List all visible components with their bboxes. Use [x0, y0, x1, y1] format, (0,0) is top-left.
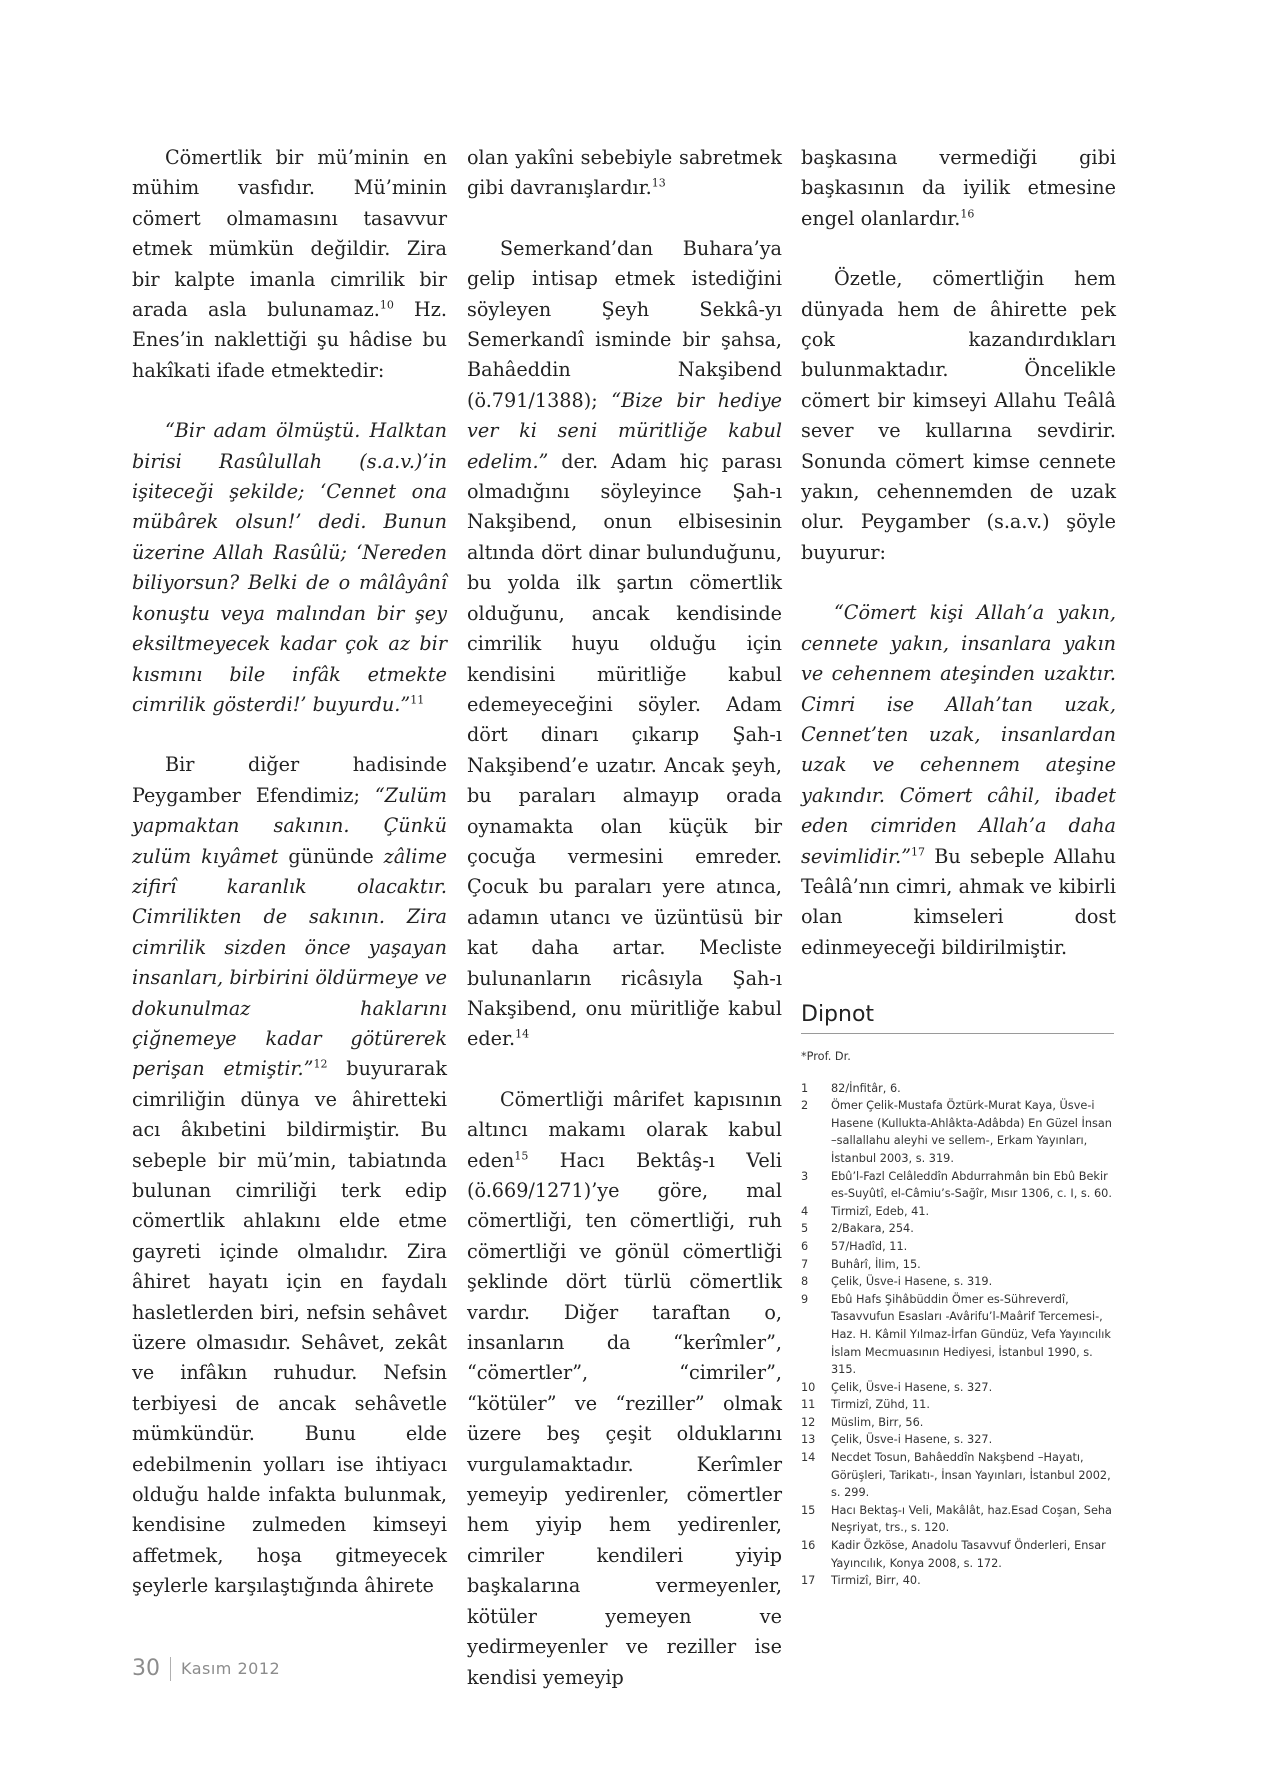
footnotes-list	[801, 1048, 1114, 1590]
page-number: 30	[132, 1656, 160, 1681]
footnote-item	[801, 1168, 1114, 1203]
footnote-ref[interactable]: 11	[410, 693, 425, 707]
footnote-text: 2/Bakara, 254.	[831, 1222, 914, 1236]
footnote-item	[801, 1238, 1114, 1256]
footnote-item	[801, 1080, 1114, 1098]
footnote-text: Hacı Bektaş-ı Veli, Makâlât, haz.Esad Coşan, Seha Neşriyat, trs., s. 120.	[831, 1503, 1112, 1535]
paragraph: Bir diğer hadisinde Peygamber Efendimiz; “Zulüm yapmaktan sakının. Çünkü zulüm kıyâmet gününde zâlime zifirî karanlık olacaktır. Cimrilikten de sakının. Zira cimrilik sizden önce yaşayan insanları, birbirini öldürmeye ve dokunulmaz haklarını çiğnemeye kadar götürerek perişan etmiştir.”$^{12}$ buyurarak cimriliğin dünya ve âhiretteki acı âkıbetini bildirmiştir. Bu sebeple bir mü’min, tabiatında bulunan cimriliği terk edip cömertlik ahlakını elde etme gayreti içinde olmalıdır. Zira âhiret hayatı için en faydalı hasletlerden biri, nefsin sehâvet üzere olmasıdır. Sehâvet, zekât ve infâkın ruhudur. Nefsin terbiyesi de ancak sehâvetle mümkündür. Bunu elde edebilmenin yolları ise ihtiyacı olduğu halde infakta bulunmak, kendisine zulmeden kimseyi affetmek, hoşa gitmeyecek şeylerle karşılaştığında âhirete	[132, 753, 447, 1598]
footnote-ref[interactable]: 14	[515, 1027, 530, 1041]
column-1	[132, 143, 447, 1602]
footnote-text: Ebû Hafs Şihâbüddin Ömer es-Sühreverdî, Tasavvufun Esasları -Avârifu’l-Maârif Tercemesi-, Haz. H. Kâmil Yılmaz-İrfan Gündüz, Vefa Yayıncılık İslam Mecmuasının Hediyesi, İstanbul 1990, s. 315.	[831, 1292, 1111, 1377]
footnote-item	[801, 1203, 1114, 1221]
footnote-number: 12	[801, 1415, 816, 1429]
issue-date: Kasım 2012	[181, 1659, 281, 1678]
author-note: *Prof. Dr.	[801, 1050, 851, 1063]
footnote-text: Buhârî, İlim, 15.	[831, 1257, 921, 1271]
footnote-number: 10	[801, 1380, 816, 1394]
footnote-number: 2	[801, 1099, 809, 1113]
column-2	[467, 143, 782, 1693]
footnote-item	[801, 1220, 1114, 1238]
footnote-text: Ebû’l-Fazl Celâleddîn Abdurrahmân bin Ebû Bekir es-Suyûtî, el-Câmiu’s-Sağîr, Mısır 1306, c. I, s. 60.	[831, 1169, 1112, 1201]
footnote-item	[801, 1273, 1114, 1291]
footer-divider	[170, 1657, 171, 1681]
paragraph: Semerkand’dan Buhara’ya gelip intisap etmek istediğini söyleyen Şeyh Sekkâ-yı Semerkandî isminde bir şahsa, Bahâeddin Nakşibend (ö.791/1388); “Bize bir hediye ver ki seni müritliğe kabul edelim.” der. Adam hiç parası olmadığını söyleyince Şah-ı Nakşibend, onun elbisesinin altında dört dinar bulunduğunu, bu yolda ilk şartın cömertlik olduğunu, ancak kendisinde cimrilik huyu olduğu için kendisini müritliğe kabul edemeyeceğini söyler. Adam dört dinarı çıkarıp Şah-ı Nakşibend’e uzatır. Ancak şeyh, bu paraları almayıp orada oynamakta olan küçük bir çocuğa vermesini emreder. Çocuk bu paraları yere atınca, adamın utancı ve üzüntüsü bir kat daha artar. Mecliste bulunanların ricâsıyla Şah-ı Nakşibend, onu müritliğe kabul eder.$^{14}$	[467, 236, 782, 1051]
column-3	[801, 143, 1116, 963]
footnote-number: 14	[801, 1451, 816, 1465]
footnote-number: 15	[801, 1503, 816, 1517]
footnote-ref[interactable]: 16	[960, 207, 975, 221]
footnote-text: Çelik, Üsve-i Hasene, s. 327.	[831, 1433, 993, 1447]
footnote-number: 1	[801, 1081, 809, 1095]
footnote-item	[801, 1502, 1114, 1537]
footnote-item	[801, 1449, 1114, 1502]
footnote-text: Müslim, Birr, 56.	[831, 1415, 924, 1429]
footnote-text: Tirmizî, Birr, 40.	[831, 1574, 921, 1588]
footnote-text: Tirmizî, Zühd, 11.	[831, 1398, 930, 1412]
footnote-number: 8	[801, 1275, 809, 1289]
footnote-number: 7	[801, 1257, 809, 1271]
footnote-number: 4	[801, 1204, 809, 1218]
hadith-quote: “Bir adam ölmüştü. Halktan birisi Rasûlullah (s.a.v.)’in işiteceği şekilde; ‘Cennet ona mübârek olsun!’ dedi. Bunun üzerine Allah Rasûlü; ‘Nereden biliyorsun? Belki de o mâlâyânî konuştu veya malından bir şey eksiltmeyecek kadar çok az bir kısmını bile infâk etmekte cimrilik gösterdi!’ buyurdu.”$^{11}$	[132, 419, 447, 716]
footnote-item	[801, 1431, 1114, 1449]
footnote-ref[interactable]: 12	[313, 1057, 328, 1071]
footnote-item	[801, 1256, 1114, 1274]
footnotes-title: Dipnot	[801, 1002, 1114, 1034]
footnote-text: 82/İnfitâr, 6.	[831, 1081, 901, 1095]
paragraph: Özetle, cömertliğin hem dünyada hem de âhirette pek çok kazandırdıkları bulunmaktadır. Öncelikle cömert bir kimseyi Allahu Teâlâ sever ve kullarına sevdirir. Sonunda cömert kimse cennete yakın, cehennemden de uzak olur. Peygamber (s.a.v.) şöyle buyurur:	[801, 267, 1116, 564]
footnote-number: 9	[801, 1292, 809, 1306]
paragraph: başkasına vermediği gibi başkasının da iyilik etmesine engel olanlardır.$^{16}$	[801, 146, 1116, 230]
paragraph: Cömertliği mârifet kapısının altıncı makamı olarak kabul eden$^{15}$ Hacı Bektâş-ı Veli (ö.669/1271)’ye göre, mal cömertliği, ten cömertliği, ruh cömertliği ve gönül cömertliği şeklinde dört türlü cömertlik vardır. Diğer taraftan o, insanların da “kerîmler”, “cömertler”, “cimriler”, “kötüler” ve “reziller” olmak üzere beş çeşit olduklarını vurgulamaktadır. Kerîmler yemeyip yedirenler, cömertler hem yiyip hem yedirenler, cimriler kendileri yiyip başkalarına vermeyenler, kötüler yemeyen ve yedirmeyenler ve reziller ise kendisi yemeyip	[467, 1087, 782, 1689]
paragraph: Cömertlik bir mü’minin en mühim vasfıdır. Mü’minin cömert olmamasını tasavvur etmek mümkün değildir. Zira bir kalpte imanla cimrilik bir arada asla bulunamaz.$^{10}$ Hz. Enes’in naklettiği şu hâdise bu hakîkati ifade etmektedir:	[132, 146, 447, 382]
footnote-number: 17	[801, 1574, 816, 1588]
footnote-item	[801, 1291, 1114, 1379]
footnote-item	[801, 1396, 1114, 1414]
footnote-ref[interactable]: 17	[911, 845, 926, 859]
footnote-item	[801, 1537, 1114, 1572]
footnote-text: Kadir Özköse, Anadolu Tasavvuf Önderleri, Ensar Yayıncılık, Konya 2008, s. 172.	[831, 1539, 1106, 1570]
footnote-item	[801, 1097, 1114, 1167]
footnote-ref[interactable]: 15	[514, 1149, 529, 1163]
hadith-quote: “Cömert kişi Allah’a yakın, cennete yakın, insanlara yakın ve cehennem ateşinden uzaktır. Cimri ise Allah’tan uzak, Cennet’ten uzak, insanlardan uzak ve cehennem ateşine yakındır. Cömert câhil, ibadet eden cimriden Allah’a daha sevimlidir.”$^{17}$ Bu sebeple Allahu Teâlâ’nın cimri, ahmak ve kibirli olan kimseleri dost edinmeyeceği bildirilmiştir.	[801, 601, 1116, 959]
footnote-number: 16	[801, 1539, 816, 1553]
footnote-text: Necdet Tosun, Bahâeddîn Nakşbend –Hayatı, Görüşleri, Tarikatı-, İnsan Yayınları, İstanbul 2002, s. 299.	[831, 1451, 1111, 1500]
footnote-item	[801, 1572, 1114, 1590]
footnote-text: Tirmizî, Edeb, 41.	[831, 1204, 930, 1218]
footnote-number: 11	[801, 1398, 816, 1412]
footnote-text: Çelik, Üsve-i Hasene, s. 327.	[831, 1380, 993, 1394]
footnote-item	[801, 1414, 1114, 1432]
footnote-number: 13	[801, 1433, 816, 1447]
footnote-text: Çelik, Üsve-i Hasene, s. 319.	[831, 1275, 993, 1289]
page-footer	[132, 1656, 280, 1681]
footnote-number: 6	[801, 1239, 809, 1253]
footnote-text: 57/Hadîd, 11.	[831, 1239, 908, 1253]
footnote-text: Ömer Çelik-Mustafa Öztürk-Murat Kaya, Üsve-i Hasene (Kullukta-Ahlâkta-Adâbda) En Güzel İnsan –sallallahu aleyhi ve sellem-, Erkam Yayınları, İstanbul 2003, s. 319.	[831, 1099, 1112, 1165]
footnote-number: 5	[801, 1222, 809, 1236]
footnote-ref[interactable]: 13	[651, 177, 666, 191]
paragraph: olan yakîni sebebiyle sabretmek gibi davranışlardır.$^{13}$	[467, 146, 782, 200]
footnote-number: 3	[801, 1169, 809, 1183]
footnote-ref[interactable]: 10	[379, 298, 394, 312]
footnote-item	[801, 1379, 1114, 1397]
